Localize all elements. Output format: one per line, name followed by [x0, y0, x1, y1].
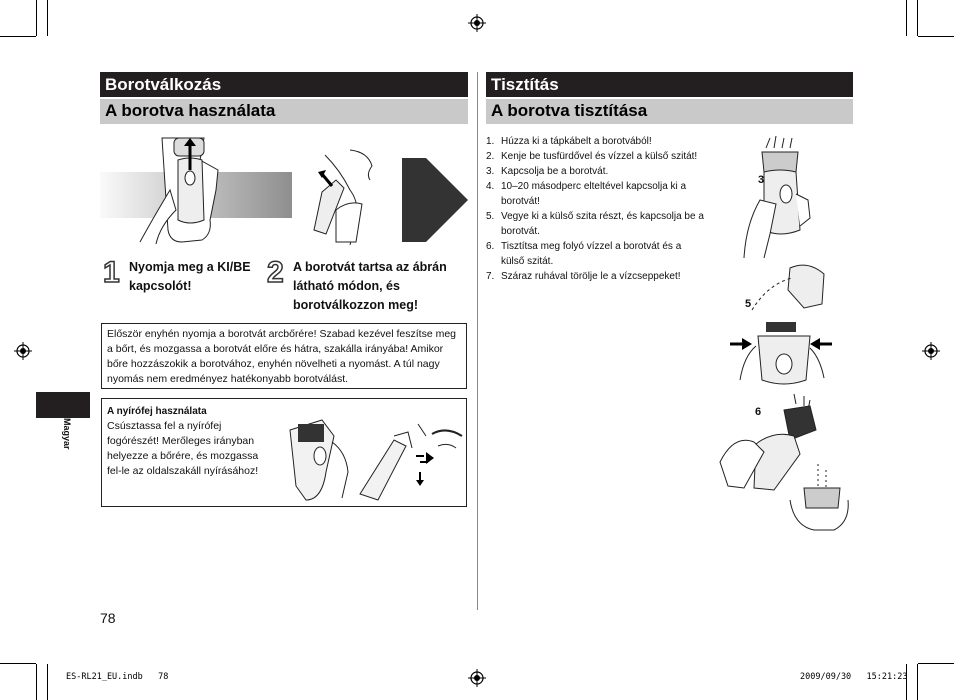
- trimmer-title: A nyírófej használata: [107, 406, 207, 417]
- side-tab-label: Magyar: [62, 418, 72, 450]
- figure-label: 3: [758, 174, 765, 186]
- trimmer-text: Csúsztassa fel a nyírófej fogórészét! Merőleges irányban helyezze a bőrére, és mozgassa fel-le az oldalszakáll nyírásához!: [107, 420, 259, 477]
- crop-mark: [917, 664, 918, 700]
- crop-mark: [36, 0, 37, 36]
- crop-mark: [918, 36, 954, 37]
- shaving-illustration: [100, 130, 468, 245]
- step-2-text: A borotvát tartsa az ábrán látható módon, és borotválkozzon meg!: [293, 260, 447, 312]
- cleaning-steps-list: [486, 134, 706, 284]
- info-box: [101, 323, 467, 389]
- crop-mark: [906, 0, 907, 36]
- registration-mark-icon: [922, 342, 940, 360]
- step-number: 1: [103, 256, 120, 289]
- registration-mark-icon: [468, 669, 486, 687]
- page-number: 78: [100, 610, 116, 626]
- list-item: 2. Kenje be tusfürdővel és vízzel a külső szitát!: [486, 151, 698, 162]
- registration-mark-icon: [468, 14, 486, 32]
- trimmer-illustration: [276, 412, 466, 504]
- crop-mark: [47, 0, 48, 36]
- cleaning-illustration-3: [730, 134, 820, 259]
- section-title-shaving: Borotválkozás: [100, 72, 468, 97]
- footer-datetime: 2009/09/30 15:21:23: [800, 672, 908, 682]
- list-item: 5. Vegye ki a külső szita részt, és kapcsolja be a borotvát.: [486, 211, 704, 237]
- footer-file: ES-RL21_EU.indb 78: [66, 672, 169, 682]
- subsection-title-using-shaver: A borotva használata: [100, 99, 468, 124]
- list-item: 3. Kapcsolja be a borotvát.: [486, 166, 609, 177]
- figure-label: 6: [755, 406, 762, 418]
- crop-mark: [36, 664, 37, 700]
- info-text: Először enyhén nyomja a borotvát arcbőrére! Szabad kezével feszítse meg a bőrt, és mozgassa a borotvát előre és hátra, szakálla irányába! Amikor bőre hozzászokik a borotvához, enyhén növelheti a nyomást. A túl nagy nyomás nem eredményez hatékonyabb borotválást.: [107, 328, 457, 385]
- cleaning-illustration-6: [714, 390, 854, 532]
- section-title-cleaning: Tisztítás: [486, 72, 853, 97]
- crop-mark: [918, 663, 954, 664]
- figure-label: 5: [745, 298, 752, 310]
- list-item: 1. Húzza ki a tápkábelt a borotvából!: [486, 136, 652, 147]
- list-item: 7. Száraz ruhával törölje le a vízcseppeket!: [486, 271, 681, 282]
- crop-mark: [917, 0, 918, 36]
- list-item: 4. 10–20 másodperc elteltével kapcsolja ki a borotvát!: [486, 181, 687, 207]
- cleaning-illustration-5: [728, 260, 838, 390]
- registration-mark-icon: [14, 342, 32, 360]
- crop-mark: [0, 36, 36, 37]
- step-1-text: Nyomja meg a KI/BE kapcsolót!: [129, 260, 251, 293]
- crop-mark: [0, 663, 36, 664]
- column-divider: [477, 72, 478, 610]
- crop-mark: [906, 664, 907, 700]
- subsection-title-cleaning-shaver: A borotva tisztítása: [486, 99, 853, 124]
- crop-mark: [47, 664, 48, 700]
- step-number: 2: [267, 256, 284, 289]
- list-item: 6. Tisztítsa meg folyó vízzel a borotvát és a külső szitát.: [486, 241, 682, 267]
- side-tab-block: [36, 392, 90, 418]
